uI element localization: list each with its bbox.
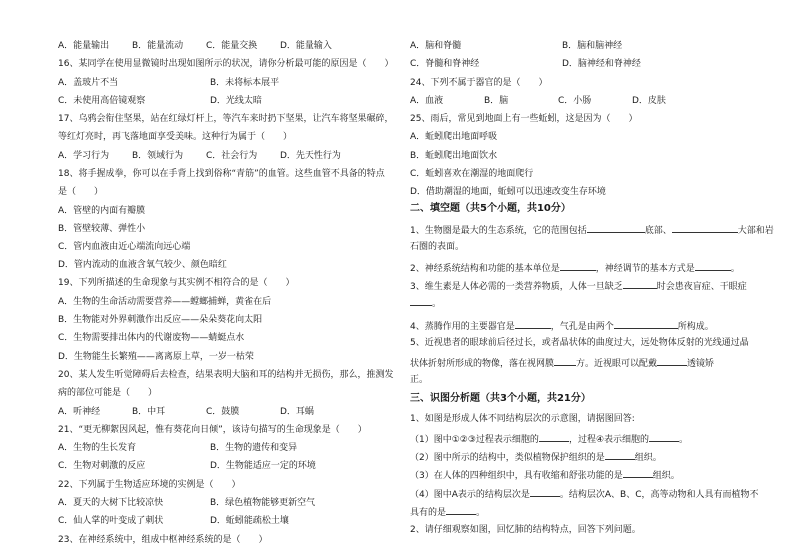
q24-option-a[interactable]: A．血液: [410, 96, 444, 106]
q18-stem-line2: 是（ ）: [58, 187, 104, 197]
q25-stem: 25、雨后，常见到地面上有一些蚯蚓，这是因为（ ）: [410, 114, 638, 124]
q18-option-a[interactable]: A．管壁的内面有瓣膜: [58, 206, 146, 216]
fill-q4-text-b: ，气孔是由两个: [550, 322, 614, 332]
q16-option-c[interactable]: C．未使用高倍镜观察: [58, 96, 146, 106]
q17-options: [58, 150, 354, 162]
q21-option-b[interactable]: B．生物的遗传和变异: [210, 443, 298, 453]
q17-option-b[interactable]: B．领域行为: [132, 151, 184, 161]
fill-q1-line1: [410, 223, 774, 235]
fill-q2-blank-1[interactable]: [560, 261, 596, 271]
diagram-q1-part1-text-a: （1）图中①②③过程表示细胞的: [410, 435, 539, 445]
fill-q4-blank-1[interactable]: [515, 319, 551, 329]
fill-q3-line: [410, 279, 747, 291]
diagram-q1-part2: [410, 450, 662, 462]
q17-stem-line1: 17、乌鸦会衔住坚果，站在红绿灯杆上，等汽车来时扔下坚果，让汽车将坚果碾碎，: [58, 114, 394, 124]
q15-options: [58, 40, 354, 52]
diagram-q1-part4-blank-2[interactable]: [446, 505, 476, 515]
diagram-q1-part4-blank-1[interactable]: [530, 487, 560, 497]
q15-option-c[interactable]: C．能量交换: [206, 41, 258, 51]
fill-q2-text-a: 2、神经系统结构和功能的基本单位是: [410, 264, 560, 274]
q23-options-row2: [410, 58, 714, 70]
fill-q3-text-b: 时会患夜盲症、干眼症: [656, 282, 747, 292]
fill-q1-text-a: 1、生物圈是最大的生态系统，它的范围包括: [410, 226, 587, 236]
q19-stem: 19、下列所描述的生命现象与其实例不相符合的是（ ）: [58, 278, 295, 288]
q21-stem: 21、“更无柳絮因风起，惟有葵花向日倾”，该诗句描写的生命现象是（ ）: [58, 425, 367, 435]
q19-option-b[interactable]: B．生物能对外界刺激作出反应——朵朵葵花向太阳: [58, 315, 263, 325]
q18-option-d[interactable]: D．管内流动的血液含氧气较少、颜色暗红: [58, 260, 227, 270]
fill-q1-text-c: 大部和岩: [737, 226, 774, 236]
fill-q2-text-c: 。: [730, 264, 740, 274]
q23-option-d[interactable]: D．脑神经和脊神经: [562, 59, 641, 69]
diagram-q1-part4-text-b: 。结构层次A、B、C，高等动物和人具有而植物不: [559, 490, 759, 500]
q22-option-d[interactable]: D．蚯蚓能疏松土壤: [210, 516, 289, 526]
fill-q4-blank-2[interactable]: [614, 319, 678, 329]
q20-stem-line2: 病的部位可能是（ ）: [58, 388, 158, 398]
diagram-q1-part4-text-a: （4）图中A表示的结构层次是: [410, 490, 530, 500]
fill-q4-text-a: 4、蒸腾作用的主要器官是: [410, 322, 515, 332]
q22-option-c[interactable]: C．仙人掌的叶变成了刺状: [58, 516, 164, 526]
q18-option-c[interactable]: C．管内血液由近心端流向远心端: [58, 242, 191, 252]
q24-option-b[interactable]: B．脑: [484, 96, 509, 106]
fill-q3-text-a: 3、维生素是人体必需的一类营养物质，人体一旦缺乏: [410, 282, 623, 292]
fill-q5-text-d: 透镜矫: [687, 359, 715, 369]
q17-option-d[interactable]: D．先天性行为: [280, 151, 341, 161]
diagram-q1-part4-text-d: 。: [476, 508, 486, 518]
diagram-q1-part1-text-c: 。: [679, 435, 689, 445]
diagram-q1-part1-text-b: ，过程④表示细胞的: [568, 435, 650, 445]
q25-option-c[interactable]: C．蚯蚓喜欢在潮湿的地面爬行: [410, 169, 534, 179]
q19-option-a[interactable]: A．生物的生命活动需要营养——螳螂捕蝉，黄雀在后: [58, 297, 272, 307]
q24-options: [410, 95, 706, 107]
diagram-q2-stem: 2、请仔细观察如图，回忆肺的结构特点，回答下列问题。: [410, 525, 641, 535]
q18-option-b[interactable]: B．管壁较薄、弹性小: [58, 224, 146, 234]
q25-option-a[interactable]: A．蚯蚓爬出地面呼吸: [410, 132, 498, 142]
q23-option-b[interactable]: B．脑和脑神经: [562, 41, 623, 51]
q24-option-d[interactable]: D．皮肤: [632, 96, 666, 106]
q21-option-d[interactable]: D．生物能适应一定的环境: [210, 461, 316, 471]
diagram-q1-part3-text-b: 组织。: [652, 471, 680, 481]
diagram-q1-part4-line2: [410, 505, 485, 517]
q16-options-row1: [58, 77, 362, 89]
q22-option-b[interactable]: B．绿色植物能够更新空气: [210, 498, 316, 508]
q20-option-a[interactable]: A．听神经: [58, 407, 101, 417]
q23-stem: 23、在神经系统中，组成中枢神经系统的是（ ）: [58, 535, 268, 545]
q18-stem-line1: 18、将手握成拳，你可以在手背上找到俗称“青筋”的血管。这些血管不具备的特点: [58, 169, 385, 179]
fill-q1-text-b: 底部、: [644, 226, 672, 236]
q21-option-c[interactable]: C．生物对刺激的反应: [58, 461, 146, 471]
section-diagram-heading: 三、识图分析题（共3个小题，共21分）: [410, 393, 591, 404]
fill-q1-blank-1[interactable]: [587, 223, 645, 233]
fill-q1-text-d: 石圈的表面。: [410, 242, 465, 252]
q20-stem-line1: 20、某人发生听觉障碍后去检查，结果表明大脑和耳的结构并无损伤，那么，推测发: [58, 370, 394, 380]
fill-q2-blank-2[interactable]: [695, 261, 731, 271]
fill-q3-text-c: 。: [432, 299, 442, 309]
q15-option-a[interactable]: A．能量输出: [58, 41, 110, 51]
q23-options-row1: [410, 40, 714, 52]
q24-stem: 24、下列不属于器官的是（ ）: [410, 78, 548, 88]
fill-q2-text-b: ，神经调节的基本方式是: [595, 264, 695, 274]
q22-option-a[interactable]: A．夏天的大树下比较凉快: [58, 498, 164, 508]
q20-option-c[interactable]: C．鼓膜: [206, 407, 240, 417]
q24-option-c[interactable]: C．小肠: [558, 96, 592, 106]
q15-option-d[interactable]: D．能量输入: [280, 41, 332, 51]
diagram-q1-part2-text-b: 组织。: [634, 453, 662, 463]
q19-option-c[interactable]: C．生物需要排出体内的代谢废物——蜻蜓点水: [58, 333, 245, 343]
q16-option-b[interactable]: B．未将标本展平: [210, 78, 280, 88]
fill-q3-blank-2[interactable]: [410, 296, 432, 306]
diagram-q1-part1: [410, 432, 688, 444]
q16-option-a[interactable]: A．盖玻片不当: [58, 78, 119, 88]
fill-q5-text-c: 方。近视眼可以配戴: [576, 359, 658, 369]
q25-option-b[interactable]: B．蚯蚓爬出地面饮水: [410, 151, 498, 161]
diagram-q1-part1-blank-2[interactable]: [649, 432, 679, 442]
diagram-q1-part1-blank-1[interactable]: [539, 432, 569, 442]
q19-option-d[interactable]: D．生物能生长繁殖——离离原上草，一岁一枯荣: [58, 352, 254, 362]
q15-option-b[interactable]: B．能量流动: [132, 41, 184, 51]
diagram-q1-stem: 1、如图是形成人体不同结构层次的示意图，请据图回答:: [410, 414, 635, 424]
diagram-q1-part3-text-a: （3）在人体的四种组织中，具有收缩和舒张功能的是: [410, 471, 623, 481]
fill-q3-blank-1[interactable]: [623, 279, 657, 289]
q16-options-row2: [58, 95, 362, 107]
diagram-q1-part4: [410, 487, 759, 499]
q17-stem-line2: 等红灯亮时，再飞落地面享受美味。这种行为属于（ ）: [58, 132, 293, 142]
q17-option-c[interactable]: C．社会行为: [206, 151, 258, 161]
fill-q4-text-c: 所构成。: [677, 322, 714, 332]
q17-option-a[interactable]: A．学习行为: [58, 151, 110, 161]
diagram-q1-part3: [410, 468, 680, 480]
fill-q2-line: [410, 261, 740, 273]
fill-q5-blank-2[interactable]: [657, 356, 687, 366]
q21-option-a[interactable]: A．生物的生长发育: [58, 443, 137, 453]
q20-option-b[interactable]: B．中耳: [132, 407, 166, 417]
section-fill-in-heading: 二、填空题（共5个小题，共10分）: [410, 203, 571, 214]
fill-q3-line2: [410, 296, 441, 308]
diagram-q1-part2-text-a: （2）图中所示的结构中，类似植物保护组织的是: [410, 453, 605, 463]
q16-stem: 16、某同学在使用显微镜时出现如图所示的状况，请你分析最可能的原因是（ ）: [58, 59, 394, 69]
fill-q5-line1: 5、近视患者的眼球前后径过长，或者晶状体的曲度过大，远处物体反射的光线通过晶: [410, 338, 749, 348]
fill-q4-line: [410, 319, 714, 331]
q22-stem: 22、下列属于生物适应环境的实例是（ ）: [58, 480, 241, 490]
q16-option-d[interactable]: D．光线太暗: [210, 96, 262, 106]
diagram-q1-part2-blank[interactable]: [605, 450, 635, 460]
fill-q5-blank-1[interactable]: [554, 356, 576, 366]
fill-q1-blank-2[interactable]: [672, 223, 738, 233]
diagram-q1-part4-text-c: 具有的是: [410, 508, 447, 518]
q23-option-a[interactable]: A．脑和脊髓: [410, 41, 462, 51]
q20-options: [58, 406, 354, 418]
fill-q5-text-e: 正。: [410, 375, 429, 385]
diagram-q1-part3-blank[interactable]: [623, 468, 653, 478]
q21-options-row1: [58, 442, 362, 454]
q25-option-d[interactable]: D．借助潮湿的地面，蚯蚓可以迅速改变生存环境: [410, 187, 606, 197]
q22-options-row2: [58, 515, 362, 527]
fill-q5-text-b: 状体折射所形成的物像，落在视网膜: [410, 359, 555, 369]
fill-q5-line2: [410, 356, 714, 368]
q21-options-row2: [58, 460, 362, 472]
q22-options-row1: [58, 497, 362, 509]
q23-option-c[interactable]: C．脊髓和脊神经: [410, 59, 480, 69]
q20-option-d[interactable]: D．耳蜗: [280, 407, 314, 417]
